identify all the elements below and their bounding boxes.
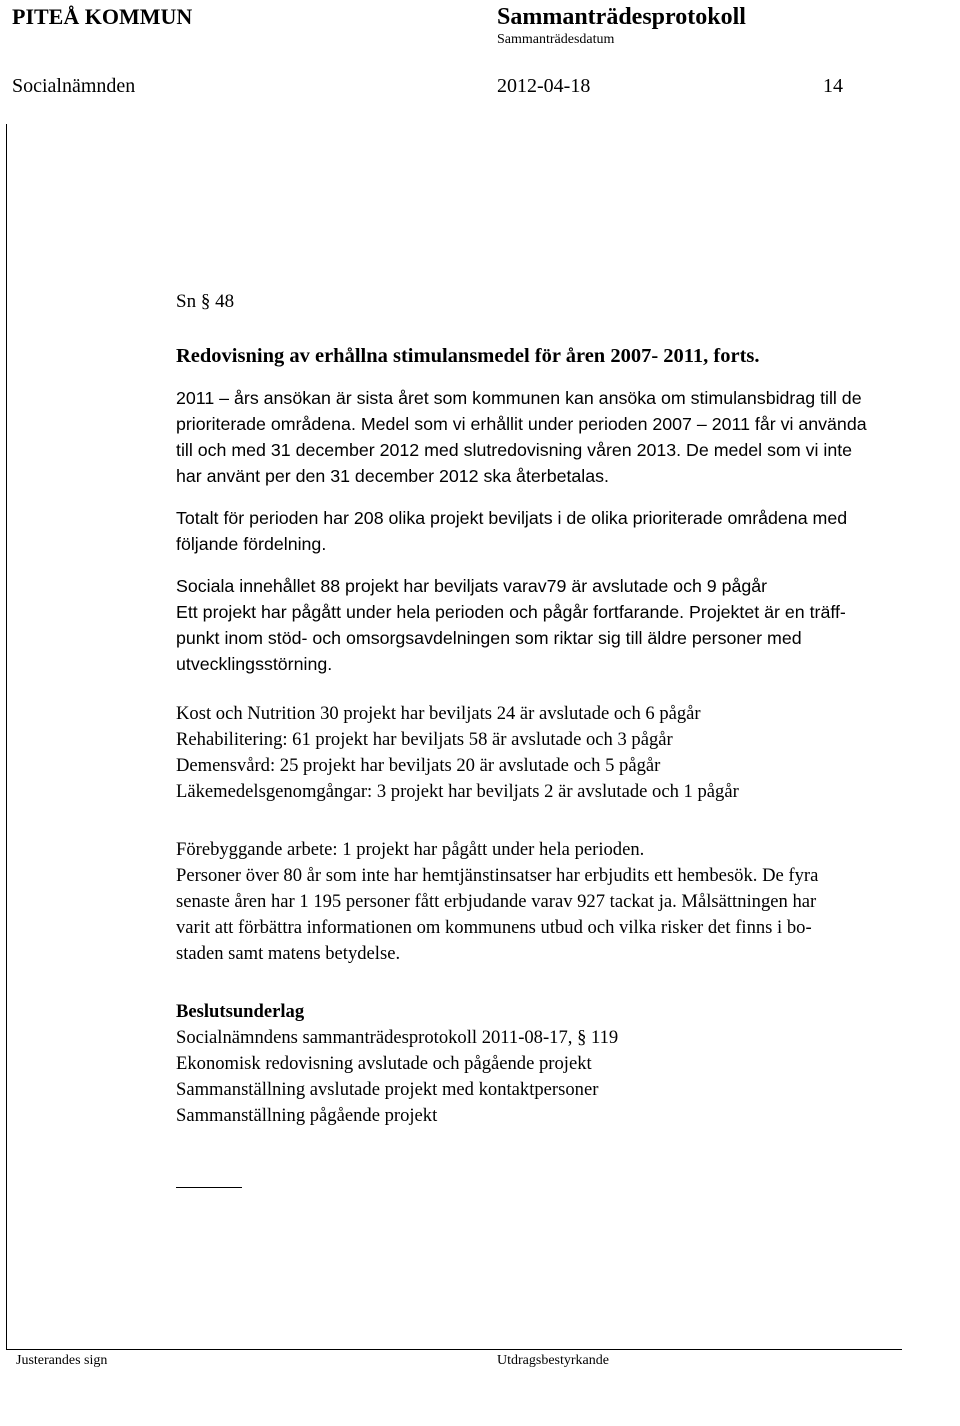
decision-basis-item: Socialnämndens sammanträdesprotokoll 2011-08-17, § 119 — [176, 1027, 619, 1048]
decision-basis-item: Sammanställning avslutade projekt med kontaktpersoner — [176, 1079, 599, 1100]
text-line: till och med 31 december 2012 med slutredovisning våren 2013. De medel som vi inte — [176, 440, 853, 460]
document-type: Sammanträdesprotokoll — [497, 4, 746, 30]
decision-basis-heading: Beslutsunderlag — [176, 1001, 305, 1022]
paragraph-funding-period — [176, 385, 946, 489]
text-line: har använt per den 31 december 2012 ska återbetalas. — [176, 466, 609, 486]
protocol-section — [176, 289, 946, 1188]
text-line: Totalt för perioden har 208 olika projekt beviljats i de olika prioriterade områdena med — [176, 508, 848, 528]
paragraph-total-projects — [176, 505, 946, 557]
section-title: Redovisning av erhållna stimulansmedel för åren 2007- 2011, forts. — [176, 345, 760, 367]
footer-line — [6, 1349, 902, 1350]
decision-basis-item: Ekonomisk redovisning avslutade och pågående projekt — [176, 1053, 592, 1074]
committee-name: Socialnämnden — [12, 75, 136, 97]
text-line: Rehabilitering: 61 projekt har beviljats 58 är avslutade och 3 pågår — [176, 729, 673, 750]
signature-label: Justerandes sign — [16, 1353, 108, 1368]
extract-certification-label: Utdragsbestyrkande — [497, 1353, 609, 1368]
text-line: 2011 – års ansökan är sista året som kommunen kan ansöka om stimulansbidrag till de — [176, 388, 862, 408]
text-line: varit att förbättra informationen om kommunens utbud och vilka risker det finns i bo- — [176, 917, 812, 938]
text-line: Personer över 80 år som inte har hemtjänstinsatser har erbjudits ett hembesök. De fyra — [176, 865, 819, 886]
meeting-date-label: Sammanträdesdatum — [497, 32, 615, 47]
decision-basis-item: Sammanställning pågående projekt — [176, 1105, 438, 1126]
text-line: prioriterade områdena. Medel som vi erhållit under perioden 2007 – 2011 får vi använda — [176, 414, 867, 434]
text-line: Kost och Nutrition 30 projekt har beviljats 24 är avslutade och 6 pågår — [176, 703, 701, 724]
text-line: staden samt matens betydelse. — [176, 943, 401, 964]
text-line: punkt inom stöd- och omsorgsavdelningen som riktar sig till äldre personer med — [176, 628, 802, 648]
paragraph-preventive-work — [176, 837, 946, 967]
text-line: Förebyggande arbete: 1 projekt har pågått under hela perioden. — [176, 839, 645, 860]
text-line: Sociala innehållet 88 projekt har beviljats varav79 är avslutade och 9 pågår — [176, 576, 768, 596]
paragraph-social-content — [176, 573, 946, 677]
section-number: Sn § 48 — [176, 291, 235, 312]
meeting-date: 2012-04-18 — [497, 75, 591, 97]
text-line: Demensvård: 25 projekt har beviljats 20 är avslutade och 5 pågår — [176, 755, 661, 776]
organization-name: PITEÅ KOMMUN — [12, 4, 193, 29]
margin-line — [6, 124, 7, 1350]
end-rule — [176, 1187, 242, 1188]
text-line: följande fördelning. — [176, 534, 327, 554]
text-line: senaste åren har 1 195 personer fått erbjudande varav 927 tackat ja. Målsättningen har — [176, 891, 817, 912]
paragraph-project-areas — [176, 701, 946, 805]
text-line: Ett projekt har pågått under hela perioden och pågår fortfarande. Projektet är en träff- — [176, 602, 846, 622]
decision-basis — [176, 999, 946, 1129]
text-line: Läkemedelsgenomgångar: 3 projekt har beviljats 2 är avslutade och 1 pågår — [176, 781, 739, 802]
page-number: 14 — [823, 75, 843, 97]
text-line: utvecklingsstörning. — [176, 654, 333, 674]
